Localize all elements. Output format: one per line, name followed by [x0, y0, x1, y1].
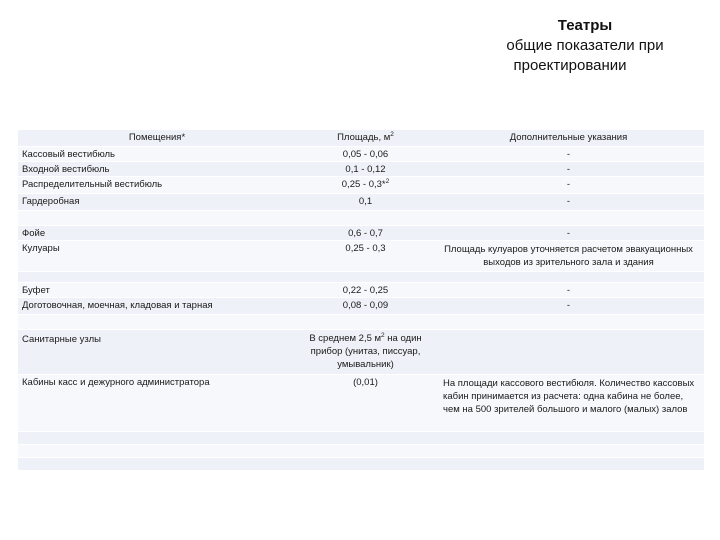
row-area: 0,22 - 0,25 [342, 285, 389, 296]
row-area-sup: 2 [381, 331, 385, 339]
row-area-suffix: на один прибор (унитаз, писсуар, умывальник) [310, 333, 422, 370]
row-area: 0,6 - 0,7 [348, 228, 383, 239]
page-title: Театры [557, 17, 613, 34]
row-area-value: 0,25 - 0,3* [341, 179, 386, 190]
row-room: Распределительный вестибюль [22, 179, 163, 190]
row-room: Фойе [22, 228, 46, 239]
row-area [298, 330, 433, 374]
table-header-row [18, 130, 704, 147]
row-area: 0,1 [358, 196, 373, 207]
row-notes: - [566, 149, 571, 160]
row-area: 0,05 - 0,06 [342, 149, 389, 160]
header-area [298, 130, 433, 146]
row-area: (0,01) [353, 377, 378, 388]
row-notes: - [566, 196, 571, 207]
table-row [18, 162, 704, 177]
title-block [480, 16, 690, 76]
table-row [18, 194, 704, 211]
row-notes: - [566, 285, 571, 296]
row-room: Входной вестибюль [22, 164, 110, 175]
row-area [298, 177, 433, 193]
table-spacer-row [18, 432, 704, 445]
table-row [18, 375, 704, 432]
table-row [18, 241, 704, 272]
page-subtitle-line-2: проектировании [513, 57, 627, 74]
row-room: Кассовый вестибюль [22, 149, 116, 160]
table-row [18, 226, 704, 241]
header-notes: Дополнительные указания [509, 132, 628, 143]
row-notes: - [566, 164, 571, 175]
row-area: 0,25 - 0,3 [345, 243, 386, 254]
table-row [18, 298, 704, 315]
page-subtitle-line-1: общие показатели при [506, 37, 664, 54]
table-spacer-row [18, 211, 704, 226]
row-area-prefix: В среднем 2,5 м [309, 333, 382, 344]
table-spacer-row [18, 445, 704, 458]
header-area-label: Площадь, м [337, 132, 391, 143]
indicators-table [18, 130, 704, 471]
row-area-sup: 2 [385, 177, 390, 185]
row-notes: На площади кассового вестибюля. Количество кассовых кабин принимается из расчета: одна кабина не более, чем на 500 зрителей большого и малого (малых) залов [443, 378, 695, 415]
row-notes [433, 330, 704, 374]
row-area: 0,1 - 0,12 [345, 164, 386, 175]
table-spacer-row [18, 315, 704, 330]
row-notes: Площадь кулуаров уточняется расчетом эвакуационных выходов из зрительного зала и здания [444, 244, 693, 268]
row-room: Кулуары [22, 243, 60, 254]
row-notes: - [566, 179, 571, 190]
table-row [18, 177, 704, 194]
table-row [18, 330, 704, 375]
row-room: Санитарные узлы [22, 334, 101, 345]
row-notes: - [566, 300, 571, 311]
header-area-sup: 2 [390, 130, 394, 138]
row-notes: - [566, 228, 571, 239]
header-room: Помещения* [128, 132, 186, 143]
row-area: 0,08 - 0,09 [342, 300, 389, 311]
table-spacer-row [18, 272, 704, 283]
row-room: Гардеробная [22, 196, 80, 207]
table-row [18, 147, 704, 162]
row-room: Буфет [22, 285, 50, 296]
row-room: Доготовочная, моечная, кладовая и тарная [22, 300, 213, 311]
table-spacer-row [18, 458, 704, 471]
row-room: Кабины касс и дежурного администратора [22, 377, 210, 388]
table-row [18, 283, 704, 298]
